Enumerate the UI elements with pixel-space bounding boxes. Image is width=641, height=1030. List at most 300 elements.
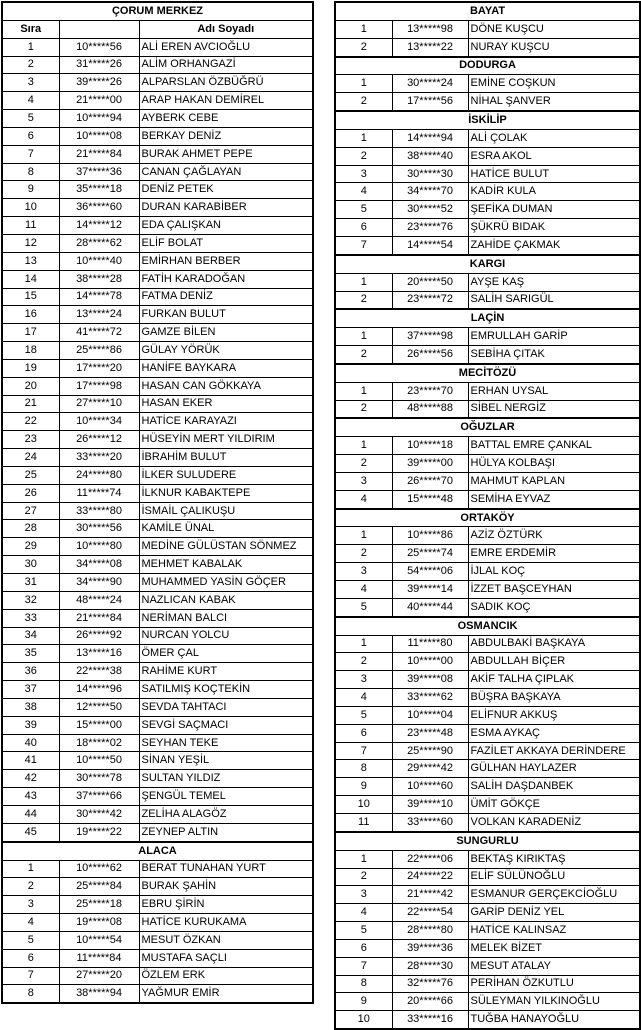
masked-id: 30*****24 xyxy=(392,75,468,93)
table-row xyxy=(335,957,640,975)
masked-id: 10*****50 xyxy=(59,752,139,770)
row-number: 27 xyxy=(2,502,59,520)
full-name: SİBEL NERGİZ xyxy=(468,400,640,418)
table-row xyxy=(2,556,313,574)
masked-id: 48*****88 xyxy=(392,400,468,418)
full-name: HATİCE KALINSAZ xyxy=(468,922,640,940)
full-name: ZELİHA ALAGÖZ xyxy=(139,805,313,823)
row-number: 2 xyxy=(335,868,392,886)
section-title: SUNGURLU xyxy=(335,832,640,850)
table-row xyxy=(2,359,313,377)
full-name: MELEK BİZET xyxy=(468,939,640,957)
masked-id: 26*****92 xyxy=(59,627,139,645)
full-name: SEYHAN TEKE xyxy=(139,734,313,752)
table-row xyxy=(2,377,313,395)
masked-id: 20*****66 xyxy=(392,993,468,1011)
table-row xyxy=(2,38,313,56)
table-row xyxy=(335,490,640,508)
table-row xyxy=(335,939,640,957)
masked-id: 34*****90 xyxy=(59,574,139,592)
full-name: FURKAN BULUT xyxy=(139,306,313,324)
full-name: ESRA AKOL xyxy=(468,147,640,165)
table-row xyxy=(2,788,313,806)
row-number: 2 xyxy=(335,653,392,671)
row-number: 14 xyxy=(2,270,59,288)
masked-id: 26*****56 xyxy=(392,346,468,364)
row-number: 2 xyxy=(335,455,392,473)
table-row xyxy=(2,413,313,431)
row-number: 6 xyxy=(2,949,59,967)
row-number: 10 xyxy=(335,796,392,814)
full-name: ŞEFİKA DUMAN xyxy=(468,201,640,219)
full-name: KAMİLE ÜNAL xyxy=(139,520,313,538)
table-row xyxy=(335,813,640,831)
full-name: HANİFE BAYKARA xyxy=(139,359,313,377)
section-title: ALACA xyxy=(2,842,313,860)
section-header-row xyxy=(335,2,640,20)
table-row xyxy=(2,770,313,788)
row-number: 23 xyxy=(2,431,59,449)
table-row xyxy=(335,886,640,904)
row-number: 18 xyxy=(2,342,59,360)
masked-id: 32*****76 xyxy=(392,975,468,993)
table-row xyxy=(2,716,313,734)
full-name: MEHMET KABALAK xyxy=(139,556,313,574)
row-number: 33 xyxy=(2,609,59,627)
masked-id: 19*****08 xyxy=(59,914,139,932)
table-row xyxy=(335,545,640,563)
full-name: ÜMİT GÖKÇE xyxy=(468,796,640,814)
table-row xyxy=(335,993,640,1011)
row-number: 5 xyxy=(335,706,392,724)
masked-id: 14*****78 xyxy=(59,288,139,306)
table-row xyxy=(2,110,313,128)
masked-id: 25*****84 xyxy=(59,878,139,896)
section-title: İSKİLİP xyxy=(335,111,640,129)
row-number: 1 xyxy=(335,129,392,147)
section-header-row xyxy=(335,617,640,635)
section-title: KARGI xyxy=(335,255,640,273)
masked-id: 10*****60 xyxy=(392,778,468,796)
masked-id: 10*****62 xyxy=(59,860,139,878)
row-number: 6 xyxy=(335,939,392,957)
masked-id: 39*****10 xyxy=(392,796,468,814)
masked-id: 26*****12 xyxy=(59,431,139,449)
masked-id: 31*****26 xyxy=(59,56,139,74)
row-number: 3 xyxy=(2,74,59,92)
masked-id: 23*****76 xyxy=(392,219,468,237)
right-list-table xyxy=(334,1,641,1030)
table-row xyxy=(2,574,313,592)
column-header-no: Sıra xyxy=(2,20,59,38)
masked-id: 26*****70 xyxy=(392,472,468,490)
section-header-row xyxy=(335,111,640,129)
full-name: SEMİHA EYVAZ xyxy=(468,490,640,508)
table-row xyxy=(335,760,640,778)
table-row xyxy=(2,466,313,484)
full-name: FATMA DENİZ xyxy=(139,288,313,306)
row-number: 8 xyxy=(335,760,392,778)
table-row xyxy=(335,975,640,993)
table-row xyxy=(2,949,313,967)
masked-id: 13*****22 xyxy=(392,38,468,56)
masked-id: 13*****24 xyxy=(59,306,139,324)
masked-id: 10*****04 xyxy=(392,706,468,724)
full-name: GARİP DENİZ YEL xyxy=(468,904,640,922)
table-row xyxy=(2,645,313,663)
row-number: 29 xyxy=(2,538,59,556)
row-number: 1 xyxy=(335,75,392,93)
right-list-body xyxy=(335,2,640,1029)
full-name: BEKTAŞ KIRIKTAŞ xyxy=(468,850,640,868)
row-number: 3 xyxy=(2,896,59,914)
row-number: 4 xyxy=(335,581,392,599)
table-row xyxy=(2,163,313,181)
full-name: SEVGİ SAÇMACI xyxy=(139,716,313,734)
masked-id: 23*****70 xyxy=(392,382,468,400)
masked-id: 28*****30 xyxy=(392,957,468,975)
table-row xyxy=(335,165,640,183)
full-name: İSMAİL ÇALIKUŞU xyxy=(139,502,313,520)
masked-id: 23*****72 xyxy=(392,291,468,309)
full-name: MAHMUT KAPLAN xyxy=(468,472,640,490)
row-number: 1 xyxy=(335,328,392,346)
full-name: ZAHİDE ÇAKMAK xyxy=(468,236,640,254)
masked-id: 14*****54 xyxy=(392,236,468,254)
row-number: 3 xyxy=(335,563,392,581)
row-number: 42 xyxy=(2,770,59,788)
masked-id: 33*****20 xyxy=(59,449,139,467)
row-number: 1 xyxy=(335,850,392,868)
full-name: ÖZLEM ERK xyxy=(139,967,313,985)
masked-id: 40*****44 xyxy=(392,598,468,616)
row-number: 10 xyxy=(335,1011,392,1029)
full-name: SEBİHA ÇITAK xyxy=(468,346,640,364)
full-name: BURAK ŞAHİN xyxy=(139,878,313,896)
full-name: DURAN KARABİBER xyxy=(139,199,313,217)
full-name: EMRE ERDEMİR xyxy=(468,545,640,563)
full-name: DÖNE KUŞCU xyxy=(468,20,640,38)
row-number: 7 xyxy=(2,145,59,163)
section-title: MECİTÖZÜ xyxy=(335,364,640,382)
masked-id: 48*****24 xyxy=(59,591,139,609)
section-header-row xyxy=(2,2,313,20)
full-name: İZZET BAŞCEYHAN xyxy=(468,581,640,599)
masked-id: 10*****34 xyxy=(59,413,139,431)
masked-id: 25*****90 xyxy=(392,742,468,760)
full-name: AYŞE KAŞ xyxy=(468,273,640,291)
table-row xyxy=(335,219,640,237)
full-name: ŞÜKRÜ BIDAK xyxy=(468,219,640,237)
masked-id: 39*****26 xyxy=(59,74,139,92)
full-name: NURAY KUŞCU xyxy=(468,38,640,56)
row-number: 41 xyxy=(2,752,59,770)
masked-id: 22*****38 xyxy=(59,663,139,681)
table-row xyxy=(2,878,313,896)
table-row xyxy=(335,742,640,760)
masked-id: 27*****10 xyxy=(59,395,139,413)
full-name: HASAN EKER xyxy=(139,395,313,413)
masked-id: 35*****18 xyxy=(59,181,139,199)
row-number: 5 xyxy=(335,922,392,940)
masked-id: 54*****06 xyxy=(392,563,468,581)
masked-id: 12*****50 xyxy=(59,698,139,716)
table-row xyxy=(2,181,313,199)
masked-id: 41*****72 xyxy=(59,324,139,342)
masked-id: 17*****20 xyxy=(59,359,139,377)
section-header-row xyxy=(335,364,640,382)
table-row xyxy=(2,681,313,699)
masked-id: 17*****56 xyxy=(392,93,468,111)
left-list-table xyxy=(1,1,314,1004)
table-row xyxy=(335,598,640,616)
row-number: 44 xyxy=(2,805,59,823)
section-header-row xyxy=(335,255,640,273)
table-row xyxy=(2,127,313,145)
column-header-row xyxy=(2,20,313,38)
table-row xyxy=(2,145,313,163)
table-row xyxy=(335,400,640,418)
table-row xyxy=(2,985,313,1003)
section-header-row xyxy=(335,509,640,527)
masked-id: 30*****56 xyxy=(59,520,139,538)
full-name: SATILMIŞ KOÇTEKİN xyxy=(139,681,313,699)
full-name: NERİMAN BALCI xyxy=(139,609,313,627)
full-name: ZEYNEP ALTIN xyxy=(139,823,313,841)
table-row xyxy=(2,967,313,985)
full-name: ARAP HAKAN DEMİREL xyxy=(139,92,313,110)
table-row xyxy=(2,288,313,306)
table-row xyxy=(2,896,313,914)
full-name: GAMZE BİLEN xyxy=(139,324,313,342)
row-number: 5 xyxy=(335,201,392,219)
row-number: 2 xyxy=(335,346,392,364)
row-number: 20 xyxy=(2,377,59,395)
table-row xyxy=(2,663,313,681)
row-number: 19 xyxy=(2,359,59,377)
row-number: 34 xyxy=(2,627,59,645)
full-name: SULTAN YILDIZ xyxy=(139,770,313,788)
full-name: HÜSEYİN MERT YILDIRIM xyxy=(139,431,313,449)
row-number: 2 xyxy=(335,400,392,418)
row-number: 8 xyxy=(335,975,392,993)
table-row xyxy=(335,75,640,93)
masked-id: 25*****18 xyxy=(59,896,139,914)
row-number: 7 xyxy=(2,967,59,985)
full-name: ESMA AYKAÇ xyxy=(468,724,640,742)
row-number: 2 xyxy=(2,56,59,74)
table-row xyxy=(335,850,640,868)
masked-id: 34*****70 xyxy=(392,183,468,201)
full-name: ESMANUR GERÇEKCİOĞLU xyxy=(468,886,640,904)
row-number: 2 xyxy=(335,291,392,309)
masked-id: 10*****40 xyxy=(59,252,139,270)
table-row xyxy=(2,734,313,752)
table-row xyxy=(2,234,313,252)
masked-id: 22*****54 xyxy=(392,904,468,922)
row-number: 43 xyxy=(2,788,59,806)
masked-id: 14*****94 xyxy=(392,129,468,147)
row-number: 7 xyxy=(335,236,392,254)
row-number: 5 xyxy=(2,931,59,949)
section-header-row xyxy=(335,309,640,327)
row-number: 45 xyxy=(2,823,59,841)
masked-id: 21*****42 xyxy=(392,886,468,904)
table-row xyxy=(2,217,313,235)
row-number: 7 xyxy=(335,742,392,760)
full-name: İJLAL KOÇ xyxy=(468,563,640,581)
full-name: ABDULBAKİ BAŞKAYA xyxy=(468,635,640,653)
masked-id: 24*****80 xyxy=(59,466,139,484)
section-header-row xyxy=(2,842,313,860)
table-row xyxy=(335,635,640,653)
full-name: MUSTAFA SAÇLI xyxy=(139,949,313,967)
masked-id: 39*****00 xyxy=(392,455,468,473)
table-row xyxy=(335,93,640,111)
full-name: ELİF SÜLÜNOĞLU xyxy=(468,868,640,886)
full-name: HASAN CAN GÖKKAYA xyxy=(139,377,313,395)
section-title: OSMANCIK xyxy=(335,617,640,635)
full-name: EMİNE COŞKUN xyxy=(468,75,640,93)
row-number: 21 xyxy=(2,395,59,413)
masked-id: 23*****48 xyxy=(392,724,468,742)
full-name: ABDULLAH BİÇER xyxy=(468,653,640,671)
table-row xyxy=(335,581,640,599)
row-number: 25 xyxy=(2,466,59,484)
table-row xyxy=(335,346,640,364)
full-name: VOLKAN KARADENİZ xyxy=(468,813,640,831)
row-number: 1 xyxy=(335,527,392,545)
table-row xyxy=(2,627,313,645)
full-name: İBRAHİM BULUT xyxy=(139,449,313,467)
masked-id: 39*****14 xyxy=(392,581,468,599)
full-name: İLKER SULUDERE xyxy=(139,466,313,484)
masked-id: 11*****80 xyxy=(392,635,468,653)
row-number: 4 xyxy=(2,914,59,932)
row-number: 11 xyxy=(2,217,59,235)
table-row xyxy=(2,484,313,502)
table-row xyxy=(335,922,640,940)
full-name: NAZLICAN KABAK xyxy=(139,591,313,609)
masked-id: 15*****00 xyxy=(59,716,139,734)
full-name: CANAN ÇAĞLAYAN xyxy=(139,163,313,181)
row-number: 40 xyxy=(2,734,59,752)
table-row xyxy=(2,449,313,467)
table-row xyxy=(2,823,313,841)
full-name: MESUT ÖZKAN xyxy=(139,931,313,949)
masked-id: 30*****52 xyxy=(392,201,468,219)
full-name: SALİH DAŞDANBEK xyxy=(468,778,640,796)
masked-id: 10*****94 xyxy=(59,110,139,128)
table-row xyxy=(335,437,640,455)
left-list-body xyxy=(2,2,313,1003)
table-row xyxy=(2,591,313,609)
full-name: GÜLAY YÖRÜK xyxy=(139,342,313,360)
masked-id: 22*****06 xyxy=(392,850,468,868)
table-row xyxy=(335,671,640,689)
row-number: 16 xyxy=(2,306,59,324)
full-name: EMİRHAN BERBER xyxy=(139,252,313,270)
section-title: OĞUZLAR xyxy=(335,418,640,436)
masked-id: 27*****20 xyxy=(59,967,139,985)
table-row xyxy=(335,868,640,886)
full-name: NİHAL ŞANVER xyxy=(468,93,640,111)
row-number: 11 xyxy=(335,813,392,831)
table-row xyxy=(2,306,313,324)
row-number: 3 xyxy=(335,472,392,490)
masked-id: 30*****42 xyxy=(59,805,139,823)
row-number: 10 xyxy=(2,199,59,217)
row-number: 8 xyxy=(2,163,59,181)
full-name: SALİH SARIGÜL xyxy=(468,291,640,309)
full-name: AZİZ ÖZTÜRK xyxy=(468,527,640,545)
masked-id: 21*****00 xyxy=(59,92,139,110)
table-row xyxy=(2,270,313,288)
row-number: 5 xyxy=(2,110,59,128)
masked-id: 14*****12 xyxy=(59,217,139,235)
full-name: PERİHAN ÖZKUTLU xyxy=(468,975,640,993)
row-number: 1 xyxy=(335,273,392,291)
full-name: BERKAY DENİZ xyxy=(139,127,313,145)
masked-id: 10*****08 xyxy=(59,127,139,145)
masked-id: 17*****98 xyxy=(59,377,139,395)
row-number: 24 xyxy=(2,449,59,467)
full-name: AYBERK CEBE xyxy=(139,110,313,128)
masked-id: 14*****96 xyxy=(59,681,139,699)
full-name: RAHİME KURT xyxy=(139,663,313,681)
table-row xyxy=(2,805,313,823)
masked-id: 10*****54 xyxy=(59,931,139,949)
row-number: 1 xyxy=(2,38,59,56)
row-number: 1 xyxy=(335,382,392,400)
row-number: 3 xyxy=(335,165,392,183)
masked-id: 34*****08 xyxy=(59,556,139,574)
table-row xyxy=(2,395,313,413)
row-number: 3 xyxy=(335,671,392,689)
full-name: ELİF BOLAT xyxy=(139,234,313,252)
row-number: 3 xyxy=(335,886,392,904)
full-name: ERHAN UYSAL xyxy=(468,382,640,400)
row-number: 6 xyxy=(335,219,392,237)
full-name: SİNAN YEŞİL xyxy=(139,752,313,770)
section-title: DODURGA xyxy=(335,57,640,75)
full-name: TUĞBA HANAYOĞLU xyxy=(468,1011,640,1029)
table-row xyxy=(2,431,313,449)
masked-id: 33*****80 xyxy=(59,502,139,520)
table-row xyxy=(335,328,640,346)
masked-id: 38*****40 xyxy=(392,147,468,165)
masked-id: 10*****00 xyxy=(392,653,468,671)
full-name: MEDİNE GÜLÜSTAN SÖNMEZ xyxy=(139,538,313,556)
full-name: KADİR KULA xyxy=(468,183,640,201)
full-name: İLKNUR KABAKTEPE xyxy=(139,484,313,502)
row-number: 9 xyxy=(335,993,392,1011)
table-row xyxy=(335,724,640,742)
masked-id: 37*****98 xyxy=(392,328,468,346)
masked-id: 29*****42 xyxy=(392,760,468,778)
table-row xyxy=(335,563,640,581)
masked-id: 37*****66 xyxy=(59,788,139,806)
table-row xyxy=(2,74,313,92)
row-number: 15 xyxy=(2,288,59,306)
row-number: 4 xyxy=(335,904,392,922)
row-number: 26 xyxy=(2,484,59,502)
row-number: 1 xyxy=(335,437,392,455)
row-number: 2 xyxy=(2,878,59,896)
section-header-row xyxy=(335,57,640,75)
full-name: BATTAL EMRE ÇANKAL xyxy=(468,437,640,455)
row-number: 17 xyxy=(2,324,59,342)
